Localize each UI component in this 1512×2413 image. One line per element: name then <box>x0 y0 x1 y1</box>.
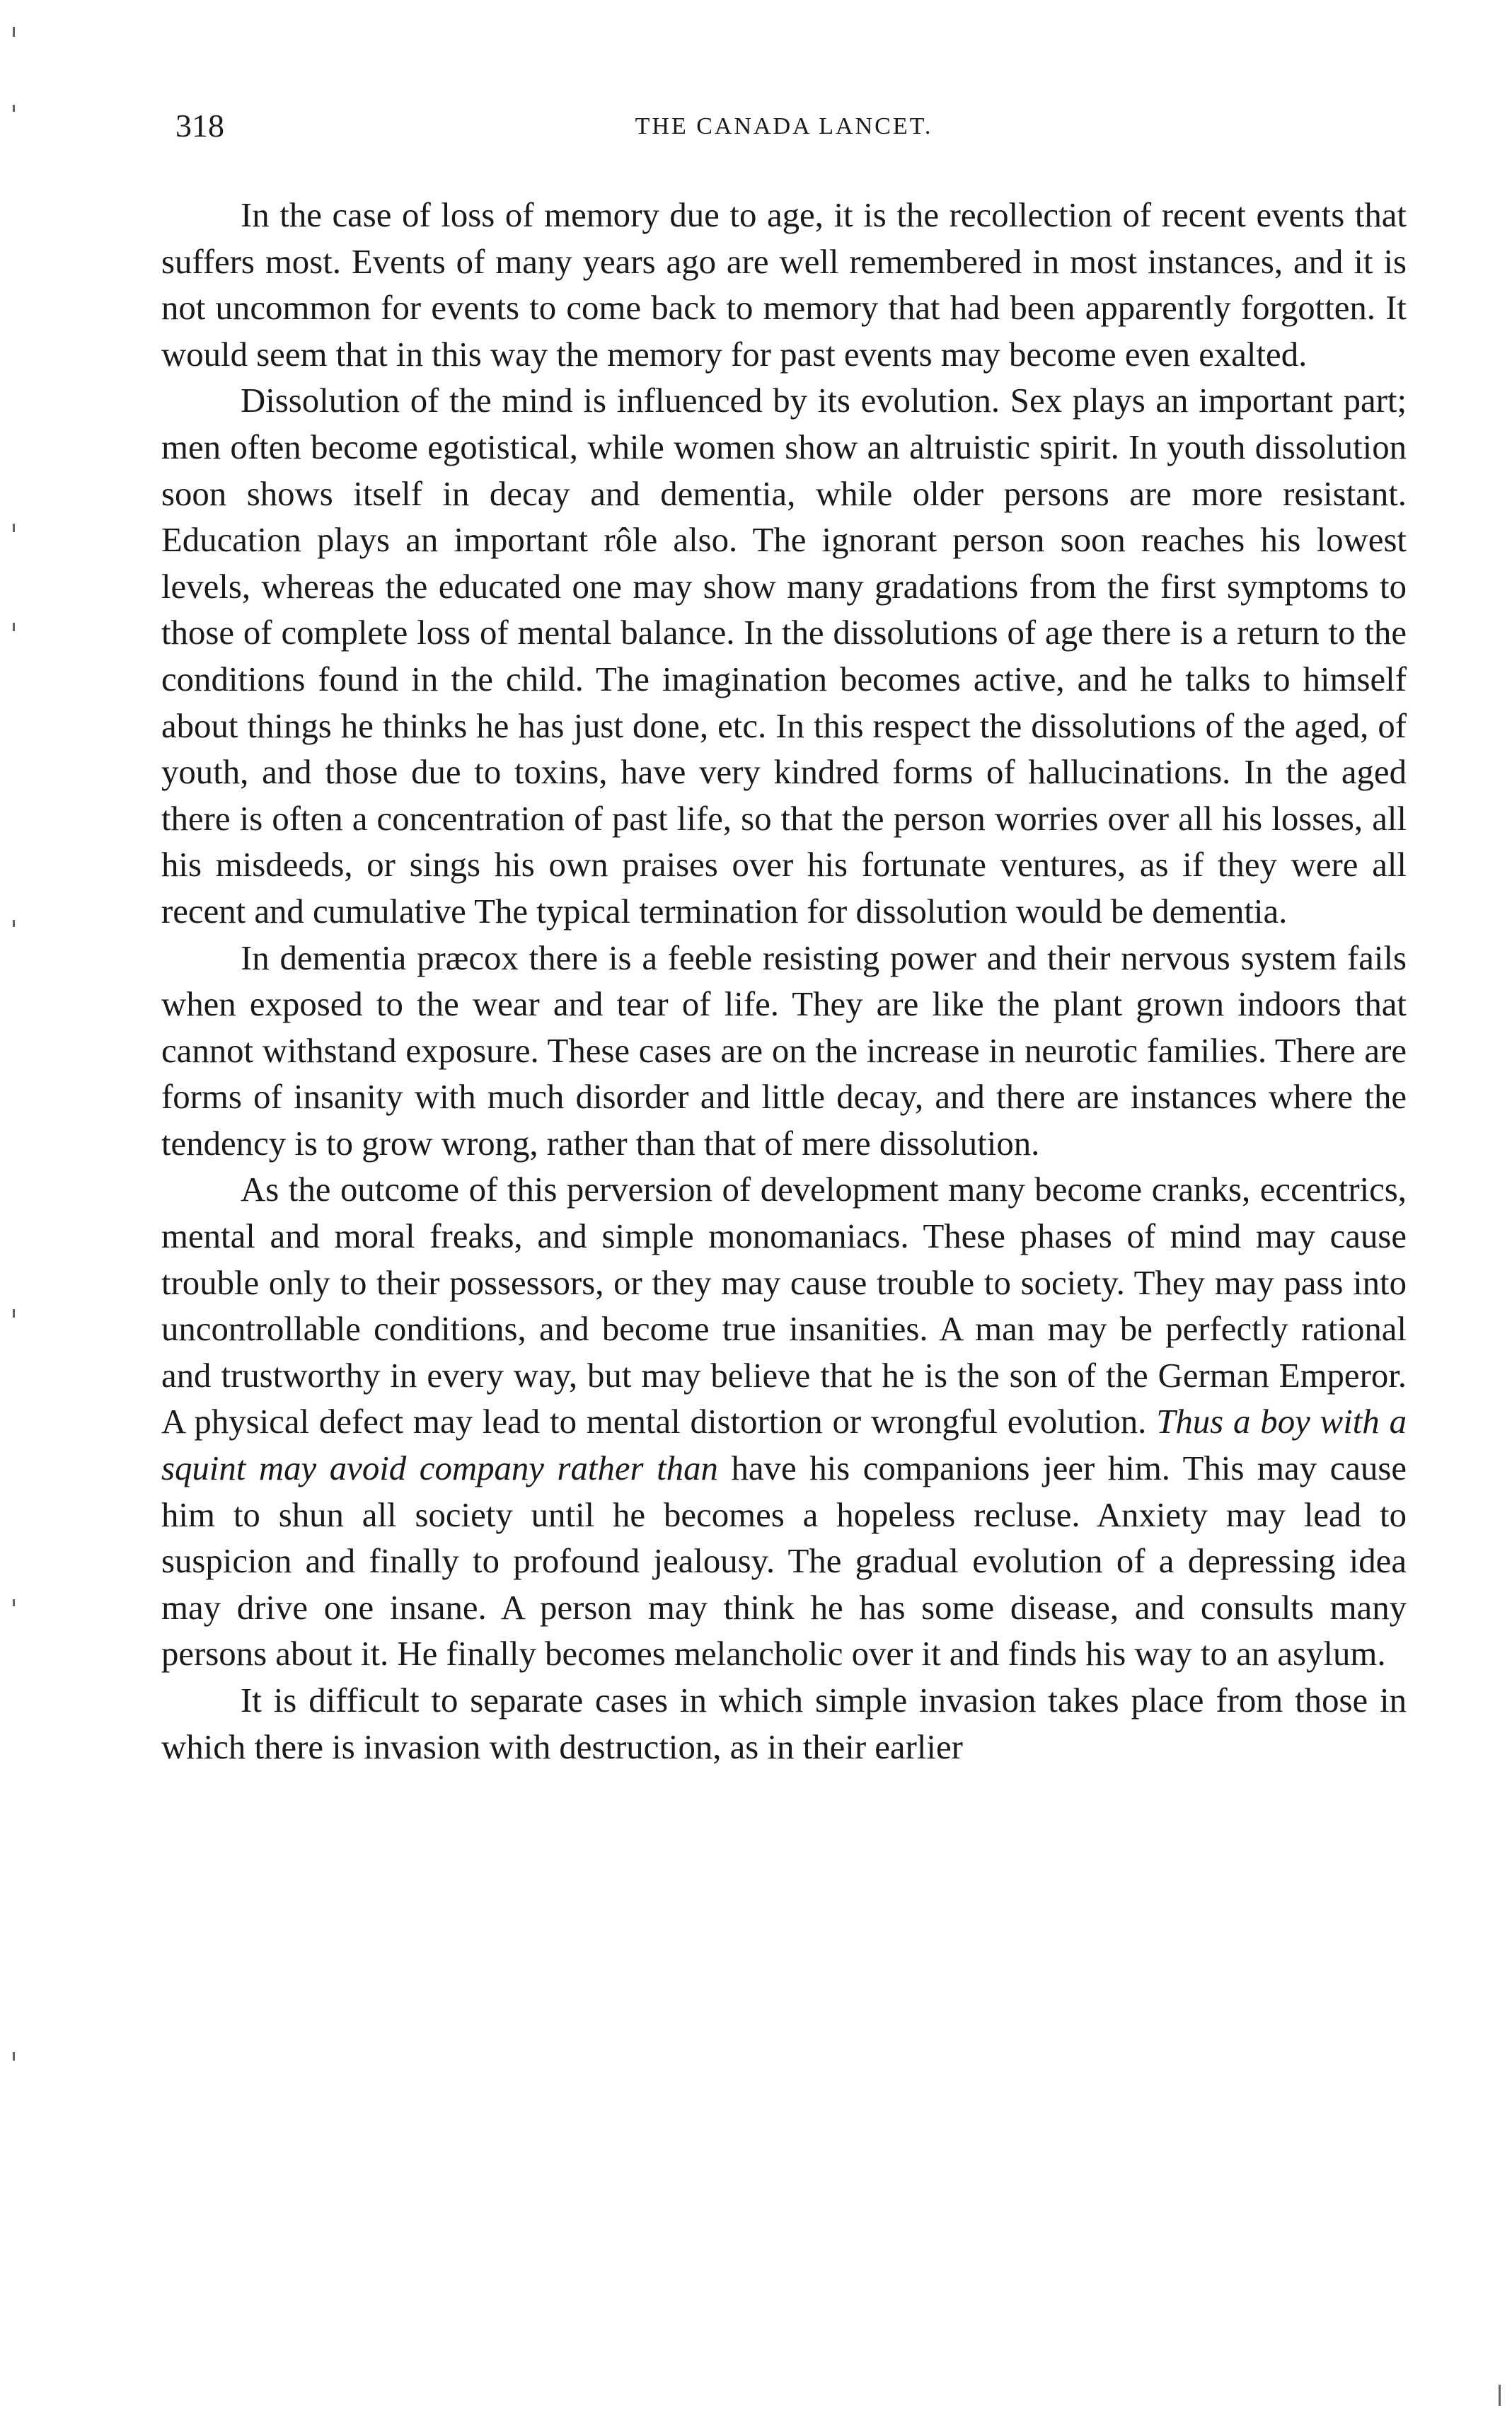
paragraph <box>161 1167 1407 1678</box>
margin-mark <box>13 524 15 532</box>
running-head <box>161 105 1407 154</box>
paragraph: In dementia præcox there is a feeble resisting power and their nervous system fails when exposed to the wear and tear of life. They are like the plant grown indoors that cannot withstand exposure. These cases are on the increase in neurotic families. There are forms of insanity with much disorder and little decay, and there are instances where the tendency is to grow wrong, rather than that of mere dissolution. <box>161 938 1407 1163</box>
journal-title: THE CANADA LANCET. <box>635 113 933 139</box>
paragraph: It is difficult to separate cases in which simple invasion takes place from those in which there is invasion with destruction, as in their earlier <box>161 1681 1407 1766</box>
paragraph: Dissolution of the mind is influenced by its evolution. Sex plays an important part; men often become egotistical, while women show an altruistic spirit. In youth dissolution soon shows itself in decay and dementia, while older persons are more resistant. Education plays an important rôle also. The ignorant person soon reaches his lowest levels, whereas the educated one may show many gradations from the first symptoms to those of complete loss of mental balance. In the dissolutions of age there is a return to the conditions found in the child. The imagination becomes active, and he talks to himself about things he thinks he has just done, etc. In this respect the dissolutions of the aged, of youth, and those due to toxins, have very kindred forms of hallucinations. In the aged there is often a concentration of past life, so that the person worries over all his losses, all his misdeeds, or sings his own praises over his fortunate ventures, as if they were all recent and cumulative The typical termination for dissolution would be dementia. <box>161 381 1407 931</box>
margin-mark <box>13 27 15 37</box>
paragraph-text: have his companions jeer him. This may cause him to shun all society until he becomes a hopeless recluse. Anxiety may lead to suspicion and finally to profound jealousy. The gradual evolution of a depressing idea may drive one insane. A person may think he has some disease, and consults many persons about it. He finally becomes melancholic over it and finds his way to an asylum. <box>161 1449 1407 1674</box>
margin-mark <box>1499 2385 1501 2406</box>
margin-mark <box>13 1309 15 1318</box>
margin-mark <box>13 2052 15 2061</box>
margin-mark <box>13 1599 15 1606</box>
paragraph: In the case of loss of memory due to age, it is the recollection of recent events that suffers most. Events of many years ago are well remembered in most instances, and it is not uncommon for events to come back to memory that had been apparently forgotten. It would seem that in this way the memory for past events may become even exalted. <box>161 196 1407 374</box>
paragraph-italic-text: Thus a boy with a squint may avoid company rather than <box>161 1403 1407 1488</box>
page-number: 318 <box>175 108 224 144</box>
margin-mark <box>13 623 15 631</box>
margin-mark <box>13 920 15 927</box>
body-text <box>161 192 1407 1770</box>
margin-mark <box>13 105 15 112</box>
paragraph-text: As the outcome of this perversion of development many become cranks, eccentrics, mental and moral freaks, and simple monomaniacs. These phases of mind may cause trouble only to their possessors, or they may cause trouble to society. They may pass into uncontrollable conditions, and become true insanities. A man may be perfectly rational and trustworthy in every way, but may believe that he is the son of the German Emperor. A physical defect may lead to mental distortion or wrongful evolution. <box>161 1170 1407 1441</box>
